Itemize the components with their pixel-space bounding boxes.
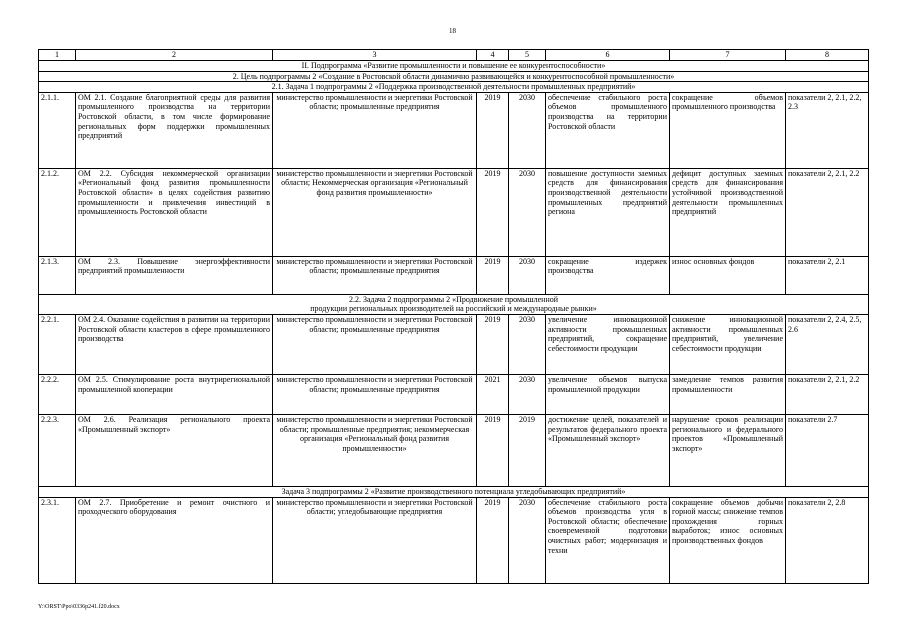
- non-implementation-consequence: сокращение объемов добычи горной массы; снижение темпов прохождения горных выработок; износ основных производственных фондов: [670, 497, 786, 583]
- end-year: 2030: [509, 256, 546, 294]
- start-year: 2019: [477, 414, 509, 486]
- task-title: 2.1. Задача 1 подпрограммы 2 «Поддержка производственной деятельности промышленных предприятий»: [39, 82, 869, 93]
- footer-file-path: Y:\ORST\Ppo\0336p241.f20.docx: [38, 604, 120, 610]
- row-number: 2.1.3.: [39, 256, 76, 294]
- table-row: [39, 374, 869, 414]
- end-year: 2030: [509, 374, 546, 414]
- start-year: 2019: [477, 92, 509, 168]
- related-indicators: показатели 2, 2.4, 2.5, 2.6: [786, 314, 869, 374]
- start-year: 2019: [477, 497, 509, 583]
- column-number-row: [39, 50, 869, 61]
- non-implementation-consequence: сокращение объемов промышленного производства: [670, 92, 786, 168]
- related-indicators: показатели 2, 2.1, 2.2, 2.3: [786, 92, 869, 168]
- related-indicators: показатели 2, 2.1, 2.2: [786, 168, 869, 256]
- start-year: 2019: [477, 256, 509, 294]
- row-number: 2.3.1.: [39, 497, 76, 583]
- start-year: 2019: [477, 168, 509, 256]
- column-number: 4: [477, 50, 509, 61]
- measure-name: ОМ 2.5. Стимулирование роста внутрирегиональной промышленной кооперации: [76, 374, 273, 414]
- measure-name: ОМ 2.1. Создание благоприятной среды для развития промышленного производства на территории Ростовской области, в том числе формирование региональных форм поддержки промышленных предприятий: [76, 92, 273, 168]
- column-number: 8: [786, 50, 869, 61]
- column-number: 6: [546, 50, 670, 61]
- task-title: Задача 3 подпрограммы 2 «Развитие производственного потенциала угледобывающих предприятий»: [39, 486, 869, 497]
- expected-result: повышение доступности заемных средств для финансирования производственной деятельности промышленных предприятий региона: [546, 168, 670, 256]
- task-title-line: продукции региональных производителей на российский и международные рынки»: [310, 304, 597, 314]
- measure-name: ОМ 2.4. Оказание содействия в развитии на территории Ростовской области кластеров в сфере промышленного производства: [76, 314, 273, 374]
- start-year: 2021: [477, 374, 509, 414]
- expected-result: сокращение издержек производства: [546, 256, 670, 294]
- end-year: 2030: [509, 168, 546, 256]
- goal-title: 2. Цель подпрограммы 2 «Создание в Ростовской области динамично развивающейся и конкурентоспособной промышленности»: [39, 71, 869, 82]
- related-indicators: показатели 2, 2.1: [786, 256, 869, 294]
- table-row: [39, 92, 869, 168]
- task-title: [39, 294, 869, 314]
- non-implementation-consequence: дефицит доступных заемных средств для финансирования устойчивой производственной деятельности промышленных предприятий: [670, 168, 786, 256]
- related-indicators: показатели 2, 2.1, 2.2: [786, 374, 869, 414]
- measure-name: ОМ 2.2. Субсидия некоммерческой организации «Региональный фонд развития промышленности Ростовской области» в целях содействия развитию промышленности и привлечения инвестиций в промышленность Ростовской области: [76, 168, 273, 256]
- measure-name: ОМ 2.6. Реализация регионального проекта «Промышленный экспорт»: [76, 414, 273, 486]
- expected-result: увеличение объемов выпуска промышленной продукции: [546, 374, 670, 414]
- table-row: [39, 256, 869, 294]
- end-year: 2019: [509, 414, 546, 486]
- table-row: [39, 168, 869, 256]
- measure-name: ОМ 2.7. Приобретение и ремонт очистного и проходческого оборудования: [76, 497, 273, 583]
- column-number: 3: [273, 50, 477, 61]
- expected-result: увеличение инновационной активности промышленных предприятий, сокращение себестоимости продукции: [546, 314, 670, 374]
- row-number: 2.2.3.: [39, 414, 76, 486]
- start-year: 2019: [477, 314, 509, 374]
- row-number: 2.2.1.: [39, 314, 76, 374]
- executor: министерство промышленности и энергетики Ростовской области; промышленные предприятия: [273, 92, 477, 168]
- table-row: [39, 314, 869, 374]
- row-number: 2.1.2.: [39, 168, 76, 256]
- table-row: [39, 497, 869, 583]
- row-number: 2.2.2.: [39, 374, 76, 414]
- executor: министерство промышленности и энергетики Ростовской области; угледобывающие предприятия: [273, 497, 477, 583]
- end-year: 2030: [509, 497, 546, 583]
- table-row: [39, 414, 869, 486]
- executor: министерство промышленности и энергетики Ростовской области; промышленные предприятия: [273, 374, 477, 414]
- page-number: 18: [449, 27, 456, 35]
- column-number: 7: [670, 50, 786, 61]
- non-implementation-consequence: замедление темпов развития промышленности: [670, 374, 786, 414]
- related-indicators: показатели 2.7: [786, 414, 869, 486]
- executor: министерство промышленности и энергетики Ростовской области; промышленные предприятия: [273, 256, 477, 294]
- executor: министерство промышленности и энергетики Ростовской области; промышленные предприятия; некоммерческая организация «Региональный фонд развития промышленности»: [273, 414, 477, 486]
- executor: министерство промышленности и энергетики Ростовской области; Некоммерческая организация «Региональный фонд развития промышленности»: [273, 168, 477, 256]
- non-implementation-consequence: снижение инновационной активности промышленных предприятий, увеличение себестоимости продукции: [670, 314, 786, 374]
- executor: министерство промышленности и энергетики Ростовской области; промышленные предприятия: [273, 314, 477, 374]
- expected-result: достижение целей, показателей и результатов федерального проекта «Промышленный экспорт»: [546, 414, 670, 486]
- non-implementation-consequence: износ основных фондов: [670, 256, 786, 294]
- column-number: 2: [76, 50, 273, 61]
- end-year: 2030: [509, 92, 546, 168]
- task-title-line: 2.2. Задача 2 подпрограммы 2 «Продвижение промышленной: [348, 294, 559, 304]
- related-indicators: показатели 2, 2.8: [786, 497, 869, 583]
- program-activities-table: [38, 49, 869, 584]
- column-number: 5: [509, 50, 546, 61]
- expected-result: обеспечение стабильного роста объемов производства угля в Ростовской области; обеспечение своевременной подготовки очистных работ; модернизация и техни: [546, 497, 670, 583]
- subprogram-title: II. Подпрограмма «Развитие промышленности и повышение ее конкурентоспособности»: [39, 61, 869, 72]
- end-year: 2030: [509, 314, 546, 374]
- measure-name: ОМ 2.3. Повышение энергоэффективности предприятий промышленности: [76, 256, 273, 294]
- column-number: 1: [39, 50, 76, 61]
- expected-result: обеспечение стабильного роста объемов промышленного производства на территории Ростовской области: [546, 92, 670, 168]
- non-implementation-consequence: нарушение сроков реализации регионального и федерального проектов «Промышленный экспорт»: [670, 414, 786, 486]
- row-number: 2.1.1.: [39, 92, 76, 168]
